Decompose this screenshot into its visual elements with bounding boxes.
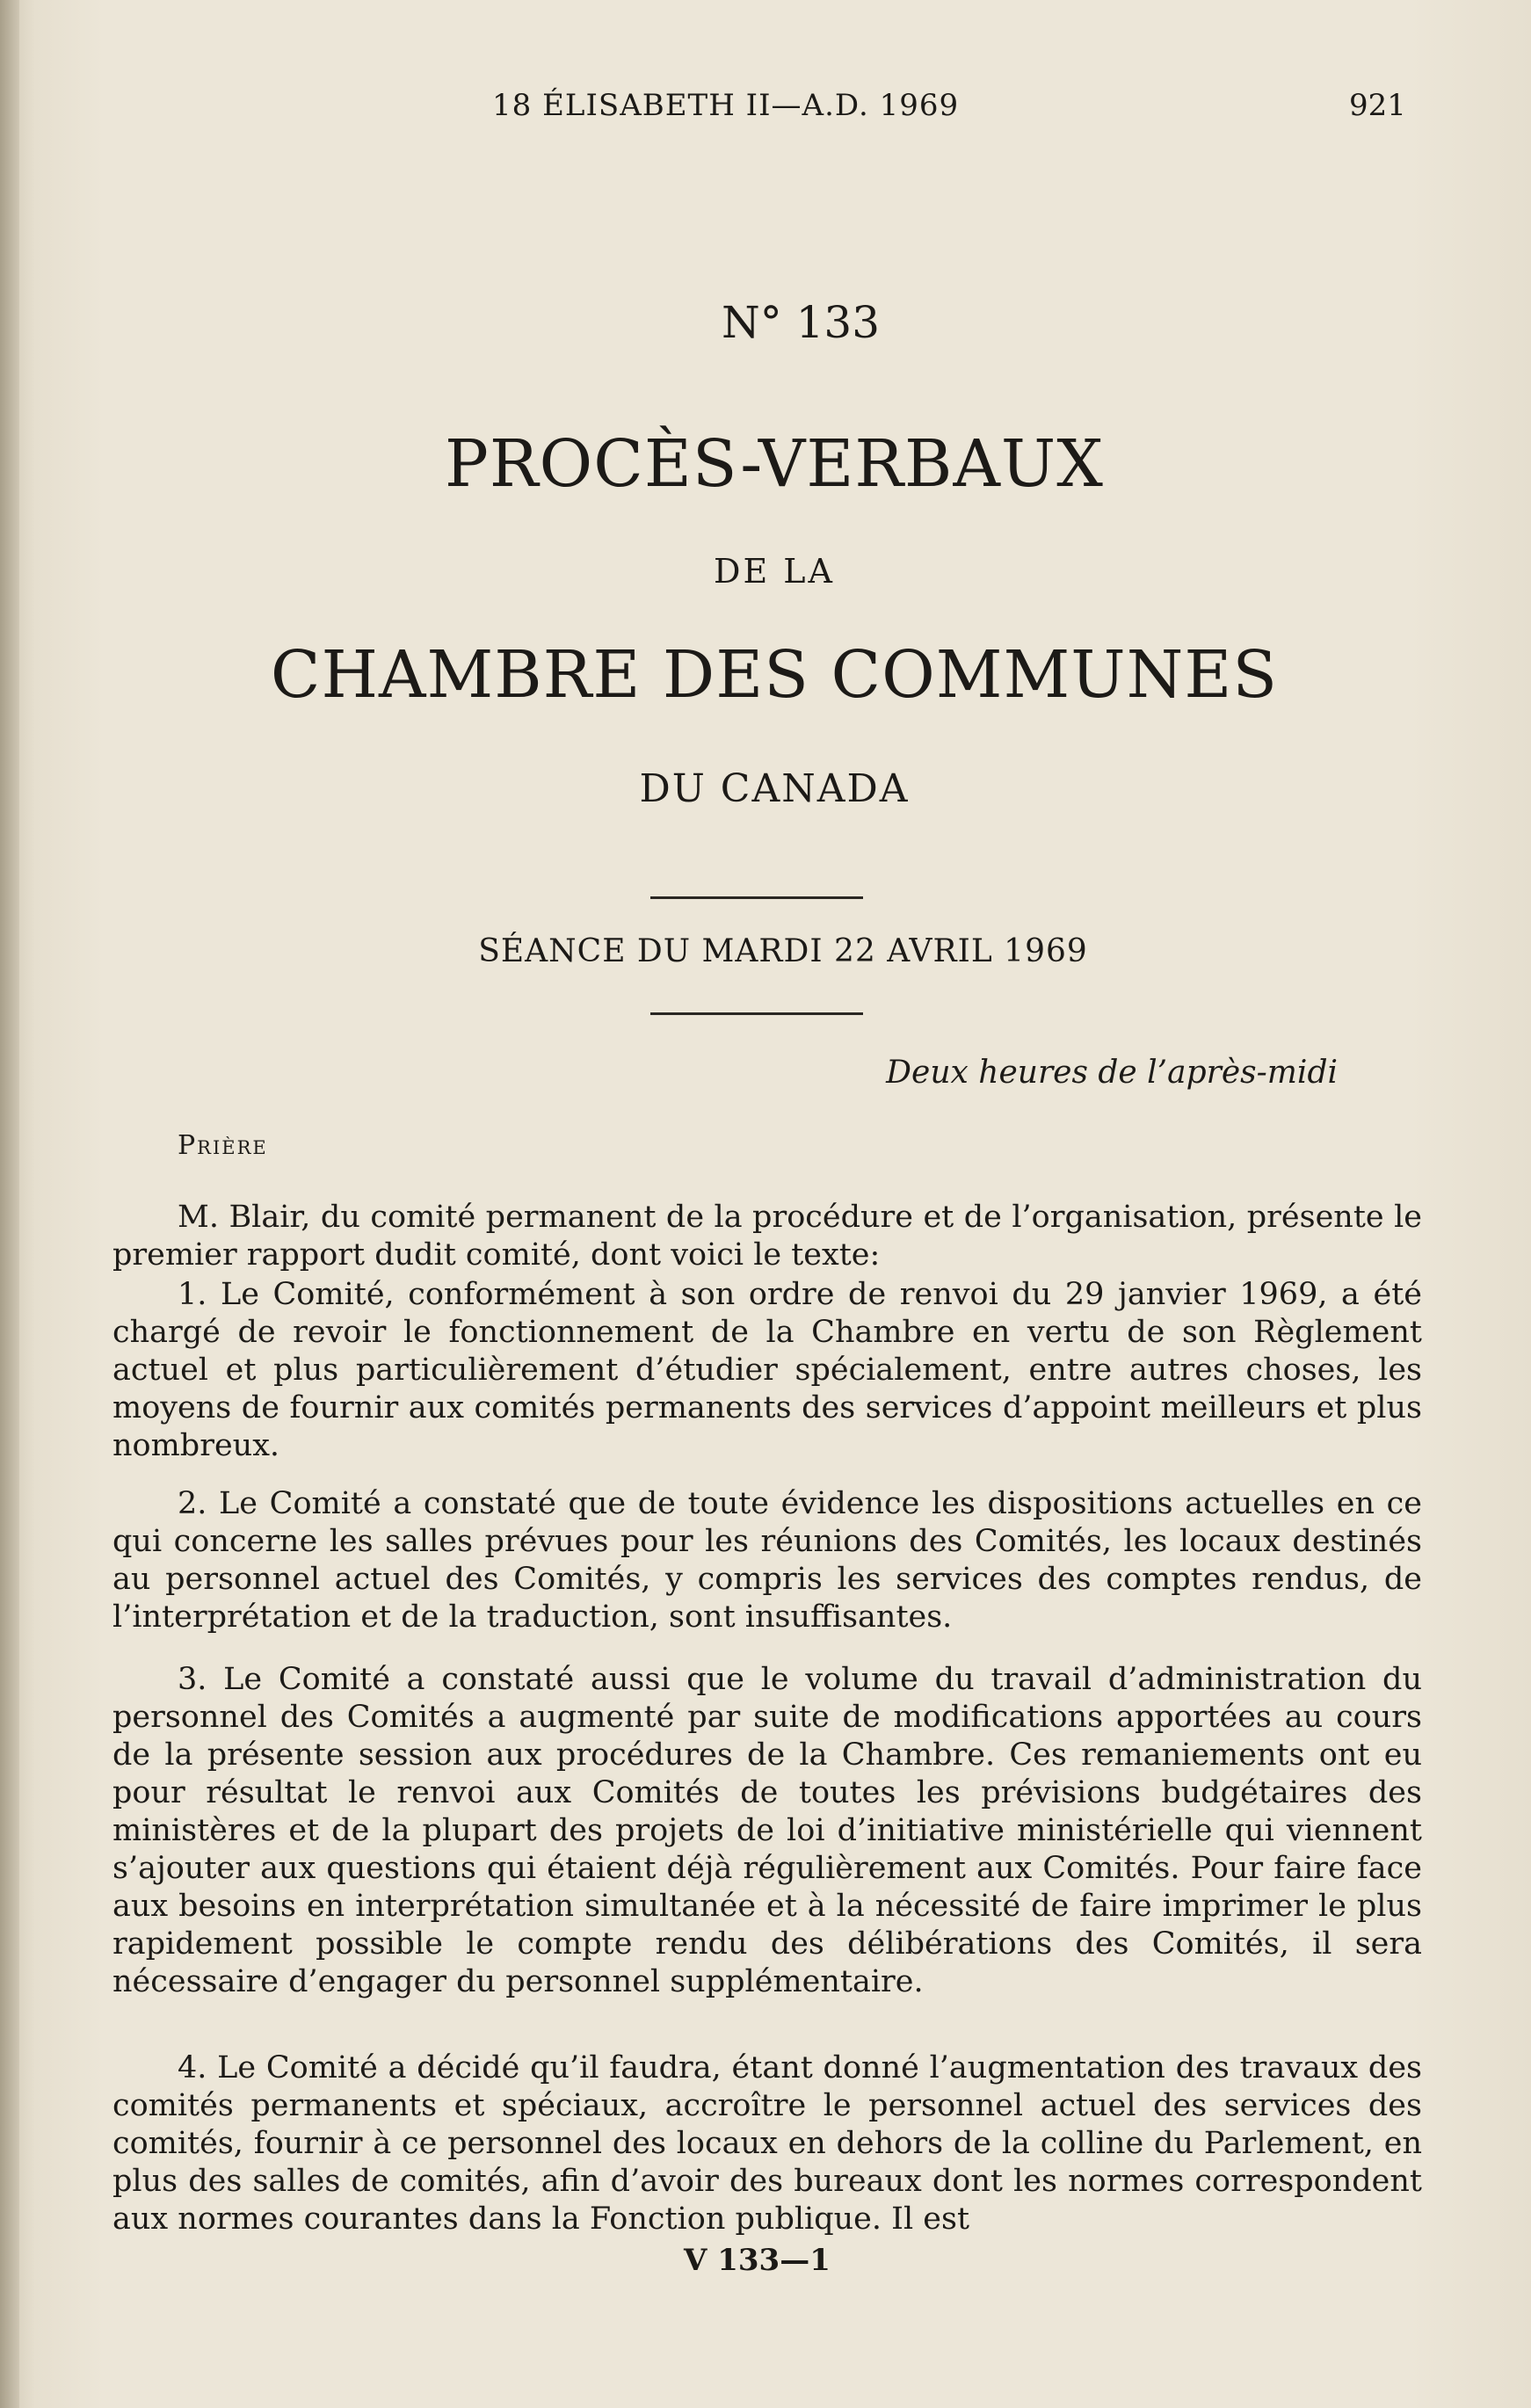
title-connector: DE LA bbox=[714, 552, 835, 591]
printer-signature: V 133—1 bbox=[684, 2243, 831, 2278]
page-binding-edge bbox=[0, 0, 19, 2408]
divider-rule-top bbox=[650, 896, 863, 899]
paragraph-3: 3. Le Comité a constaté aussi que le volume du travail d’administration du personnel des Comités a augmenté par suite de modifications apportées au cours de la présente session aux procédures de la Chambre. Ces remaniements ont eu pour résultat le renvoi aux Comités de toutes les prévisions budgétaires des ministères et de la plupart des projets de loi d’initiative ministérielle qui viennent s’ajouter aux questions qui étaient déjà régulièrement aux Comités. Pour faire face aux besoins en interprétation simultanée et à la nécessité de faire imprimer le plus rapidement possible le compte rendu des délibérations des Comités, il sera nécessaire d’engager du personnel supplémentaire. bbox=[112, 1662, 1422, 1999]
session-date: SÉANCE DU MARDI 22 AVRIL 1969 bbox=[478, 933, 1088, 969]
paragraph-1: 1. Le Comité, conformément à son ordre de renvoi du 29 janvier 1969, a été chargé de revoir le fonctionnement de la Chambre en vertu de son Règlement actuel et plus particulièrement d’étudier spécialement, entre autres choses, les moyens de fournir aux comités permanents des services d’appoint meilleurs et plus nombreux. bbox=[112, 1277, 1422, 1463]
session-time: Deux heures de l’après-midi bbox=[886, 1055, 1338, 1091]
divider-rule-bottom bbox=[650, 1012, 863, 1015]
document-number: N° 133 bbox=[721, 297, 881, 348]
document-title: PROCÈS-VERBAUX bbox=[445, 426, 1104, 502]
country-title: DU CANADA bbox=[639, 766, 910, 811]
institution-title: CHAMBRE DES COMMUNES bbox=[270, 637, 1279, 713]
paragraph-intro: M. Blair, du comité permanent de la procédure et de l’organisation, présente le premier rapport dudit comité, dont voici le texte: bbox=[112, 1200, 1422, 1273]
section-heading-priere: Prière bbox=[178, 1130, 268, 1161]
paragraph-2: 2. Le Comité a constaté que de toute évidence les dispositions actuelles en ce qui concerne les salles prévues pour les réunions des Comités, les locaux destinés au personnel actuel des Comités, y compris les services des comptes rendus, de l’interprétation et de la traduction, sont insuffisantes. bbox=[112, 1486, 1422, 1635]
page-number: 921 bbox=[1349, 88, 1406, 123]
paragraph-4: 4. Le Comité a décidé qu’il faudra, étant donné l’augmentation des travaux des comités permanents et spéciaux, accroître le personnel actuel des services des comités, fournir à ce personnel des locaux en dehors de la colline du Parlement, en plus des salles de comités, afin d’avoir des bureaux dont les normes correspondent aux normes courantes dans la Fonction publique. Il est bbox=[112, 2050, 1422, 2237]
running-head: 18 ÉLISABETH II—A.D. 1969 bbox=[492, 88, 960, 123]
